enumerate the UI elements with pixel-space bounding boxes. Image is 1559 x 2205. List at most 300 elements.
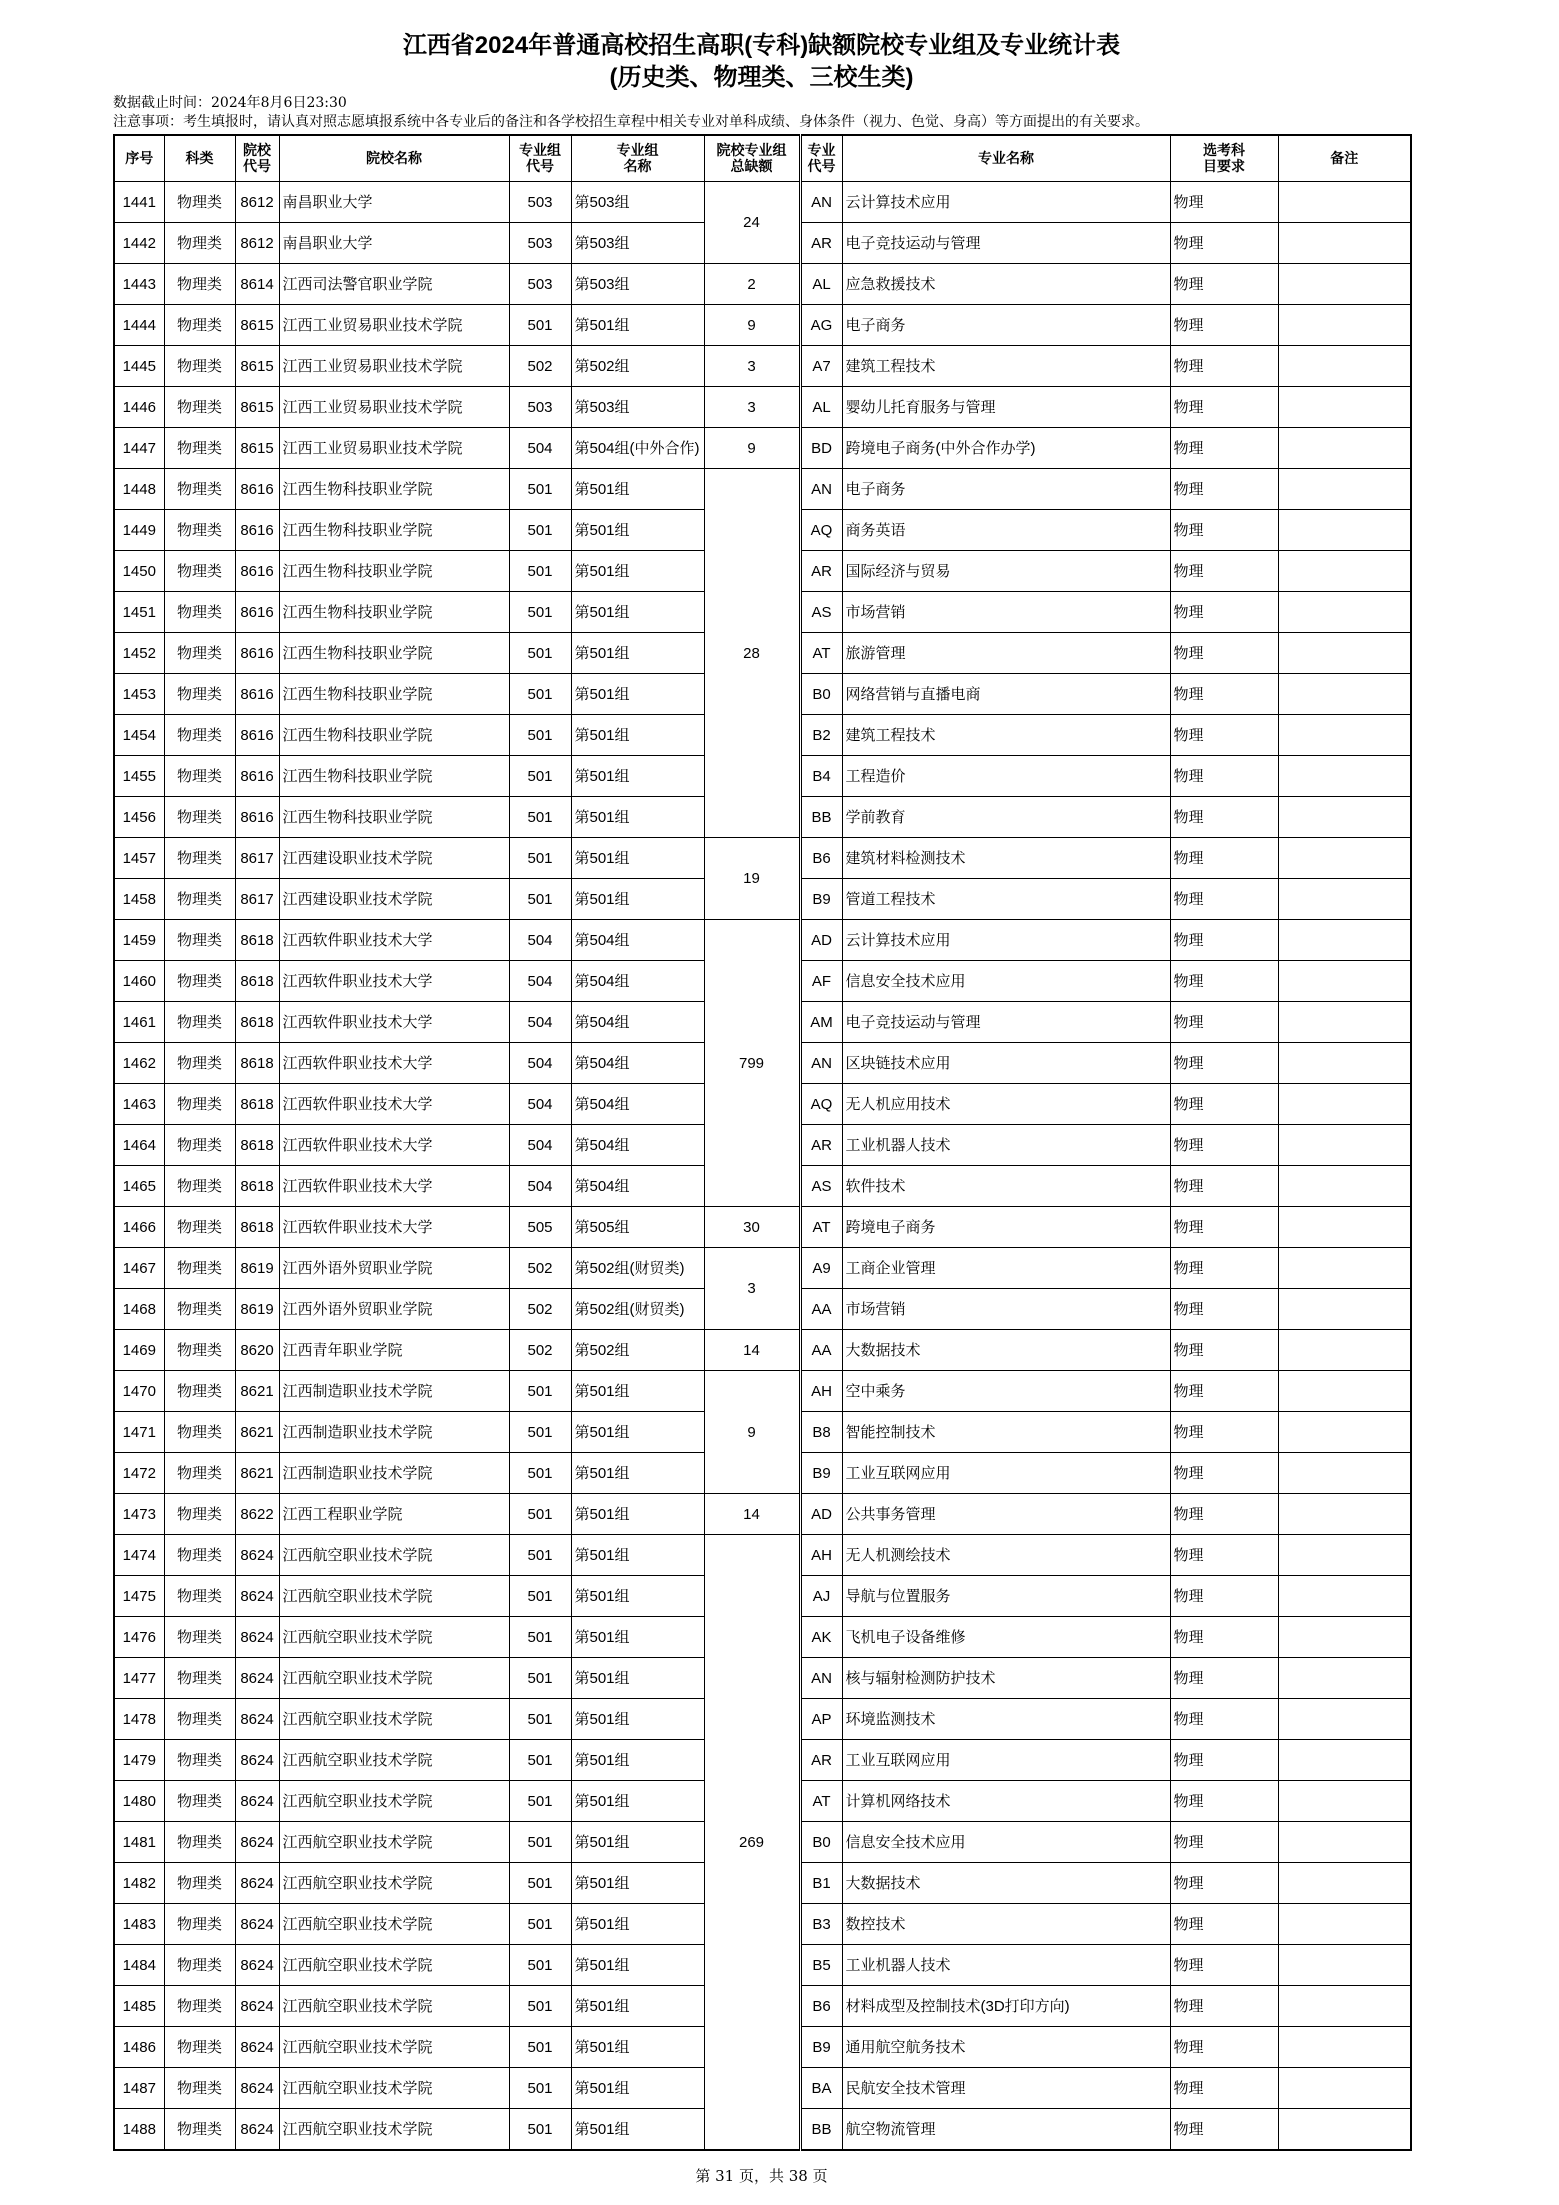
cell-major-code: B4 (800, 756, 842, 797)
cell-category: 物理类 (164, 2068, 235, 2109)
cell-major-code: B9 (800, 2027, 842, 2068)
cell-subject-requirement: 物理 (1170, 1945, 1278, 1986)
cell-major-name: 导航与位置服务 (842, 1576, 1170, 1617)
cell-category: 物理类 (164, 1617, 235, 1658)
table-row (114, 346, 1411, 387)
cell-remark (1278, 1740, 1411, 1781)
cell-group-name: 第501组 (571, 2068, 704, 2109)
cell-group-name: 第501组 (571, 838, 704, 879)
cell-group-code: 501 (509, 633, 571, 674)
cell-category: 物理类 (164, 879, 235, 920)
cell-seq: 1478 (114, 1699, 164, 1740)
cell-group-name: 第504组 (571, 1002, 704, 1043)
cell-school-code: 8624 (235, 1904, 279, 1945)
cell-subject-requirement: 物理 (1170, 1043, 1278, 1084)
cell-school-code: 8621 (235, 1371, 279, 1412)
cell-seq: 1468 (114, 1289, 164, 1330)
cell-remark (1278, 838, 1411, 879)
cell-total-shortage: 2 (704, 264, 800, 305)
table-row (114, 1207, 1411, 1248)
cell-group-code: 501 (509, 1494, 571, 1535)
cell-major-name: 电子商务 (842, 469, 1170, 510)
cell-subject-requirement: 物理 (1170, 633, 1278, 674)
cell-major-code: AL (800, 387, 842, 428)
page-number: 第 31 页，共 38 页 (695, 2167, 828, 2185)
cell-school-name: 江西航空职业技术学院 (279, 1740, 509, 1781)
cell-category: 物理类 (164, 1330, 235, 1371)
cell-seq: 1488 (114, 2109, 164, 2151)
cell-school-name: 江西建设职业技术学院 (279, 838, 509, 879)
cell-school-code: 8624 (235, 1576, 279, 1617)
table-row (114, 1371, 1411, 1412)
cell-remark (1278, 674, 1411, 715)
cell-group-name: 第504组 (571, 1166, 704, 1207)
cell-major-code: BA (800, 2068, 842, 2109)
cell-school-code: 8624 (235, 1986, 279, 2027)
cell-school-name: 江西航空职业技术学院 (279, 1863, 509, 1904)
cell-school-name: 江西航空职业技术学院 (279, 1658, 509, 1699)
cell-major-name: 国际经济与贸易 (842, 551, 1170, 592)
cell-school-name: 江西航空职业技术学院 (279, 2068, 509, 2109)
cell-subject-requirement: 物理 (1170, 1617, 1278, 1658)
cell-group-name: 第501组 (571, 1822, 704, 1863)
cell-remark (1278, 2109, 1411, 2151)
cell-school-code: 8616 (235, 756, 279, 797)
cell-subject-requirement: 物理 (1170, 469, 1278, 510)
cell-group-name: 第501组 (571, 1371, 704, 1412)
cell-subject-requirement: 物理 (1170, 1986, 1278, 2027)
cell-school-code: 8618 (235, 1084, 279, 1125)
cell-category: 物理类 (164, 1043, 235, 1084)
cell-school-code: 8618 (235, 1043, 279, 1084)
cell-major-code: AS (800, 1166, 842, 1207)
cell-seq: 1477 (114, 1658, 164, 1699)
cell-subject-requirement: 物理 (1170, 1125, 1278, 1166)
cell-school-code: 8620 (235, 1330, 279, 1371)
cell-remark (1278, 1289, 1411, 1330)
cell-major-code: AT (800, 1207, 842, 1248)
cell-category: 物理类 (164, 1781, 235, 1822)
cell-remark (1278, 920, 1411, 961)
cell-remark (1278, 1576, 1411, 1617)
cell-seq: 1485 (114, 1986, 164, 2027)
cell-remark (1278, 1125, 1411, 1166)
cell-seq: 1463 (114, 1084, 164, 1125)
cell-remark (1278, 469, 1411, 510)
cell-major-code: AF (800, 961, 842, 1002)
cell-major-code: AR (800, 223, 842, 264)
cell-subject-requirement: 物理 (1170, 879, 1278, 920)
cell-school-code: 8624 (235, 1658, 279, 1699)
cell-major-name: 民航安全技术管理 (842, 2068, 1170, 2109)
cell-subject-requirement: 物理 (1170, 961, 1278, 1002)
cell-category: 物理类 (164, 1084, 235, 1125)
table-row (114, 387, 1411, 428)
cell-major-code: B8 (800, 1412, 842, 1453)
cell-remark (1278, 797, 1411, 838)
cell-major-name: 计算机网络技术 (842, 1781, 1170, 1822)
cell-major-name: 航空物流管理 (842, 2109, 1170, 2151)
cell-major-name: 大数据技术 (842, 1330, 1170, 1371)
header-category: 科类 (164, 135, 235, 182)
cell-major-name: 材料成型及控制技术(3D打印方向) (842, 1986, 1170, 2027)
header-subject-requirement: 选考科 目要求 (1170, 135, 1278, 182)
cell-major-name: 工业机器人技术 (842, 1945, 1170, 1986)
cell-subject-requirement: 物理 (1170, 2109, 1278, 2151)
cell-subject-requirement: 物理 (1170, 1781, 1278, 1822)
cell-school-code: 8621 (235, 1412, 279, 1453)
cell-remark (1278, 1084, 1411, 1125)
cell-seq: 1480 (114, 1781, 164, 1822)
cell-group-code: 501 (509, 756, 571, 797)
cell-major-code: AN (800, 469, 842, 510)
cell-category: 物理类 (164, 838, 235, 879)
cell-group-code: 504 (509, 1084, 571, 1125)
cell-school-code: 8624 (235, 1945, 279, 1986)
cell-major-name: 大数据技术 (842, 1863, 1170, 1904)
document-title: 江西省2024年普通高校招生高职(专科)缺额院校专业组及专业统计表 (402, 32, 1121, 59)
cell-group-code: 501 (509, 1576, 571, 1617)
cell-group-name: 第501组 (571, 1904, 704, 1945)
cell-major-name: 工业机器人技术 (842, 1125, 1170, 1166)
cell-seq: 1448 (114, 469, 164, 510)
cell-major-name: 旅游管理 (842, 633, 1170, 674)
cell-group-code: 501 (509, 1781, 571, 1822)
cell-category: 物理类 (164, 428, 235, 469)
cell-school-name: 南昌职业大学 (279, 182, 509, 223)
cell-subject-requirement: 物理 (1170, 1248, 1278, 1289)
cell-major-name: 工程造价 (842, 756, 1170, 797)
cell-group-name: 第501组 (571, 1740, 704, 1781)
cell-subject-requirement: 物理 (1170, 1904, 1278, 1945)
cell-category: 物理类 (164, 715, 235, 756)
cell-subject-requirement: 物理 (1170, 1822, 1278, 1863)
cell-group-name: 第501组 (571, 1535, 704, 1576)
cell-group-name: 第501组 (571, 633, 704, 674)
cell-seq: 1446 (114, 387, 164, 428)
cell-school-name: 江西软件职业技术大学 (279, 1125, 509, 1166)
cell-school-code: 8618 (235, 1166, 279, 1207)
cell-total-shortage: 3 (704, 346, 800, 387)
cell-school-name: 江西航空职业技术学院 (279, 1904, 509, 1945)
cell-group-code: 501 (509, 592, 571, 633)
cell-total-shortage: 30 (704, 1207, 800, 1248)
data-cutoff-time: 数据截止时间：2024年8月6日23:30 (113, 95, 347, 111)
cell-school-name: 江西航空职业技术学院 (279, 1781, 509, 1822)
cell-group-name: 第501组 (571, 715, 704, 756)
cell-major-name: 软件技术 (842, 1166, 1170, 1207)
cell-school-name: 南昌职业大学 (279, 223, 509, 264)
cell-group-name: 第502组 (571, 346, 704, 387)
cell-remark (1278, 961, 1411, 1002)
cell-school-name: 江西生物科技职业学院 (279, 551, 509, 592)
cell-school-name: 江西航空职业技术学院 (279, 1699, 509, 1740)
cell-group-code: 501 (509, 1822, 571, 1863)
cell-group-code: 501 (509, 1371, 571, 1412)
cell-remark (1278, 1658, 1411, 1699)
cell-major-name: 电子商务 (842, 305, 1170, 346)
cell-major-code: AT (800, 1781, 842, 1822)
cell-group-code: 501 (509, 1904, 571, 1945)
cell-major-code: AA (800, 1289, 842, 1330)
cell-school-name: 江西制造职业技术学院 (279, 1371, 509, 1412)
cell-seq: 1462 (114, 1043, 164, 1084)
cell-subject-requirement: 物理 (1170, 387, 1278, 428)
notice-text: 注意事项：考生填报时，请认真对照志愿填报系统中各专业后的备注和各学校招生章程中相关专业对单科成绩、身体条件（视力、色觉、身高）等方面提出的有关要求。 (113, 114, 1149, 130)
cell-group-code: 504 (509, 920, 571, 961)
cell-group-name: 第501组 (571, 1658, 704, 1699)
cell-group-code: 501 (509, 551, 571, 592)
cell-subject-requirement: 物理 (1170, 1576, 1278, 1617)
cell-category: 物理类 (164, 1002, 235, 1043)
table-row (114, 1494, 1411, 1535)
cell-group-code: 504 (509, 961, 571, 1002)
cell-group-code: 501 (509, 674, 571, 715)
cell-group-code: 503 (509, 223, 571, 264)
cell-seq: 1450 (114, 551, 164, 592)
cell-group-name: 第502组(财贸类) (571, 1289, 704, 1330)
cell-school-code: 8618 (235, 961, 279, 1002)
cell-category: 物理类 (164, 1986, 235, 2027)
cell-category: 物理类 (164, 1207, 235, 1248)
cell-major-name: 建筑工程技术 (842, 715, 1170, 756)
cell-major-code: B2 (800, 715, 842, 756)
cell-school-name: 江西航空职业技术学院 (279, 1617, 509, 1658)
cell-category: 物理类 (164, 633, 235, 674)
cell-school-code: 8624 (235, 1617, 279, 1658)
cell-remark (1278, 1166, 1411, 1207)
cell-major-name: 学前教育 (842, 797, 1170, 838)
cell-school-code: 8619 (235, 1289, 279, 1330)
cell-major-code: AA (800, 1330, 842, 1371)
header-group-name: 专业组 名称 (571, 135, 704, 182)
cell-group-code: 501 (509, 469, 571, 510)
cell-school-name: 江西青年职业学院 (279, 1330, 509, 1371)
cell-major-name: 应急救援技术 (842, 264, 1170, 305)
cell-group-name: 第501组 (571, 1412, 704, 1453)
cell-category: 物理类 (164, 756, 235, 797)
cell-group-code: 501 (509, 1535, 571, 1576)
cell-group-name: 第504组(中外合作) (571, 428, 704, 469)
cell-school-name: 江西工业贸易职业技术学院 (279, 428, 509, 469)
cell-school-code: 8614 (235, 264, 279, 305)
cell-group-name: 第504组 (571, 920, 704, 961)
cell-category: 物理类 (164, 1289, 235, 1330)
cell-subject-requirement: 物理 (1170, 674, 1278, 715)
cell-total-shortage: 24 (704, 182, 800, 264)
cell-school-name: 江西航空职业技术学院 (279, 1945, 509, 1986)
table-row (114, 264, 1411, 305)
cell-seq: 1452 (114, 633, 164, 674)
header-major-code: 专业 代号 (800, 135, 842, 182)
cell-school-code: 8624 (235, 1699, 279, 1740)
cell-group-code: 501 (509, 1453, 571, 1494)
cell-school-name: 江西航空职业技术学院 (279, 1535, 509, 1576)
cell-group-name: 第501组 (571, 1494, 704, 1535)
cell-remark (1278, 1371, 1411, 1412)
cell-group-name: 第501组 (571, 797, 704, 838)
cell-major-code: B3 (800, 1904, 842, 1945)
cell-school-name: 江西生物科技职业学院 (279, 715, 509, 756)
cell-category: 物理类 (164, 1371, 235, 1412)
cell-remark (1278, 1822, 1411, 1863)
cell-major-code: AJ (800, 1576, 842, 1617)
cell-category: 物理类 (164, 264, 235, 305)
cell-group-code: 501 (509, 879, 571, 920)
cell-school-name: 江西航空职业技术学院 (279, 2027, 509, 2068)
cell-group-name: 第501组 (571, 1576, 704, 1617)
cell-subject-requirement: 物理 (1170, 1002, 1278, 1043)
cell-group-name: 第501组 (571, 879, 704, 920)
cell-group-name: 第503组 (571, 223, 704, 264)
cell-group-name: 第504组 (571, 1125, 704, 1166)
cell-group-code: 504 (509, 428, 571, 469)
table-row (114, 838, 1411, 879)
cell-major-name: 区块链技术应用 (842, 1043, 1170, 1084)
cell-major-code: AH (800, 1535, 842, 1576)
table-row (114, 428, 1411, 469)
cell-school-code: 8619 (235, 1248, 279, 1289)
cell-seq: 1441 (114, 182, 164, 223)
cell-group-code: 501 (509, 797, 571, 838)
cell-school-name: 江西工程职业学院 (279, 1494, 509, 1535)
cell-remark (1278, 223, 1411, 264)
cell-seq: 1487 (114, 2068, 164, 2109)
cell-school-name: 江西航空职业技术学院 (279, 1986, 509, 2027)
cell-subject-requirement: 物理 (1170, 223, 1278, 264)
cell-major-name: 工业互联网应用 (842, 1453, 1170, 1494)
cell-major-name: 环境监测技术 (842, 1699, 1170, 1740)
cell-major-name: 电子竞技运动与管理 (842, 223, 1170, 264)
cell-group-name: 第501组 (571, 1781, 704, 1822)
cell-subject-requirement: 物理 (1170, 797, 1278, 838)
cell-school-name: 江西司法警官职业学院 (279, 264, 509, 305)
cell-subject-requirement: 物理 (1170, 1535, 1278, 1576)
cell-school-name: 江西生物科技职业学院 (279, 469, 509, 510)
cell-group-code: 501 (509, 1863, 571, 1904)
table-row (114, 182, 1411, 223)
cell-school-name: 江西软件职业技术大学 (279, 1207, 509, 1248)
cell-subject-requirement: 物理 (1170, 305, 1278, 346)
document-subtitle: (历史类、物理类、三校生类) (609, 64, 914, 91)
cell-major-name: 工业互联网应用 (842, 1740, 1170, 1781)
header-major-name: 专业名称 (842, 135, 1170, 182)
cell-major-name: 信息安全技术应用 (842, 1822, 1170, 1863)
cell-category: 物理类 (164, 1658, 235, 1699)
cell-seq: 1455 (114, 756, 164, 797)
cell-major-code: A7 (800, 346, 842, 387)
cell-category: 物理类 (164, 469, 235, 510)
cell-major-code: A9 (800, 1248, 842, 1289)
cell-school-code: 8616 (235, 510, 279, 551)
shortage-table (113, 134, 1412, 2151)
header-school-code: 院校 代号 (235, 135, 279, 182)
cell-remark (1278, 715, 1411, 756)
cell-school-code: 8624 (235, 1535, 279, 1576)
cell-subject-requirement: 物理 (1170, 715, 1278, 756)
cell-school-code: 8624 (235, 2068, 279, 2109)
cell-remark (1278, 1986, 1411, 2027)
cell-group-code: 501 (509, 715, 571, 756)
cell-total-shortage: 19 (704, 838, 800, 920)
cell-major-code: AN (800, 1658, 842, 1699)
cell-category: 物理类 (164, 182, 235, 223)
cell-major-code: BB (800, 797, 842, 838)
cell-major-name: 建筑材料检测技术 (842, 838, 1170, 879)
cell-remark (1278, 1699, 1411, 1740)
cell-major-code: B0 (800, 1822, 842, 1863)
cell-seq: 1471 (114, 1412, 164, 1453)
cell-total-shortage: 14 (704, 1494, 800, 1535)
cell-category: 物理类 (164, 2027, 235, 2068)
cell-category: 物理类 (164, 1166, 235, 1207)
cell-category: 物理类 (164, 346, 235, 387)
cell-total-shortage: 14 (704, 1330, 800, 1371)
cell-school-code: 8624 (235, 1822, 279, 1863)
cell-major-name: 数控技术 (842, 1904, 1170, 1945)
cell-subject-requirement: 物理 (1170, 346, 1278, 387)
cell-group-code: 505 (509, 1207, 571, 1248)
cell-subject-requirement: 物理 (1170, 838, 1278, 879)
cell-major-code: AT (800, 633, 842, 674)
cell-category: 物理类 (164, 1453, 235, 1494)
cell-major-code: AH (800, 1371, 842, 1412)
cell-school-code: 8618 (235, 1207, 279, 1248)
cell-major-code: AR (800, 1125, 842, 1166)
cell-major-code: B0 (800, 674, 842, 715)
cell-school-code: 8615 (235, 428, 279, 469)
cell-school-name: 江西生物科技职业学院 (279, 674, 509, 715)
cell-group-code: 503 (509, 387, 571, 428)
cell-school-code: 8616 (235, 797, 279, 838)
cell-school-name: 江西软件职业技术大学 (279, 1002, 509, 1043)
cell-group-code: 503 (509, 182, 571, 223)
cell-category: 物理类 (164, 305, 235, 346)
cell-school-code: 8618 (235, 920, 279, 961)
cell-group-code: 502 (509, 1289, 571, 1330)
cell-major-name: 管道工程技术 (842, 879, 1170, 920)
cell-major-name: 跨境电子商务(中外合作办学) (842, 428, 1170, 469)
cell-remark (1278, 1043, 1411, 1084)
cell-school-code: 8616 (235, 715, 279, 756)
cell-remark (1278, 1863, 1411, 1904)
cell-category: 物理类 (164, 797, 235, 838)
cell-school-name: 江西软件职业技术大学 (279, 1166, 509, 1207)
cell-school-code: 8615 (235, 346, 279, 387)
cell-seq: 1443 (114, 264, 164, 305)
cell-remark (1278, 592, 1411, 633)
cell-seq: 1475 (114, 1576, 164, 1617)
cell-major-name: 核与辐射检测防护技术 (842, 1658, 1170, 1699)
cell-school-code: 8622 (235, 1494, 279, 1535)
cell-group-name: 第501组 (571, 756, 704, 797)
cell-subject-requirement: 物理 (1170, 1863, 1278, 1904)
cell-major-code: B6 (800, 838, 842, 879)
cell-category: 物理类 (164, 592, 235, 633)
cell-category: 物理类 (164, 1740, 235, 1781)
cell-seq: 1460 (114, 961, 164, 1002)
cell-remark (1278, 182, 1411, 223)
cell-seq: 1442 (114, 223, 164, 264)
cell-major-name: 市场营销 (842, 1289, 1170, 1330)
cell-major-name: 通用航空航务技术 (842, 2027, 1170, 2068)
cell-remark (1278, 346, 1411, 387)
cell-subject-requirement: 物理 (1170, 592, 1278, 633)
cell-group-name: 第501组 (571, 592, 704, 633)
cell-major-code: AG (800, 305, 842, 346)
cell-seq: 1447 (114, 428, 164, 469)
cell-group-name: 第503组 (571, 182, 704, 223)
